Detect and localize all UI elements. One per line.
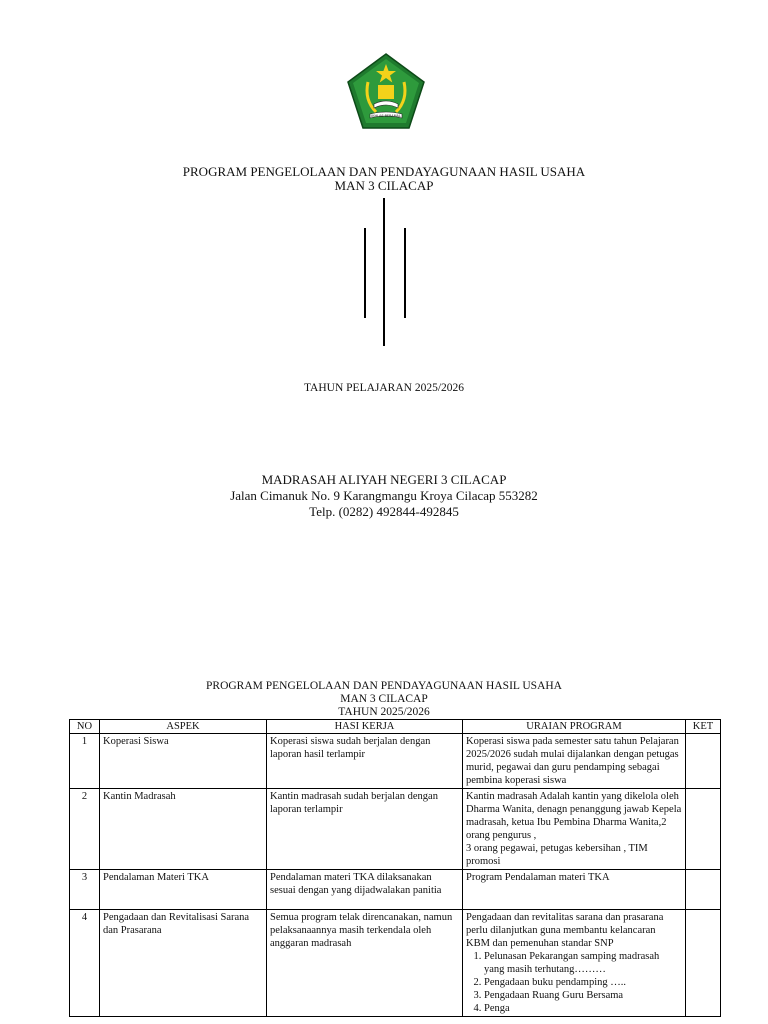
col-header-hasil: HASI KERJA <box>267 720 463 734</box>
col-header-uraian: URAIAN PROGRAM <box>463 720 686 734</box>
cell-hasil: Pendalaman materi TKA dilaksanakan sesuai dengan yang dijadwalakan panitia <box>267 870 463 910</box>
divider-line-right <box>404 228 406 318</box>
list-item: 1. Pelunasan Pekarangan samping madrasah yang masih terhutang……… <box>484 950 682 976</box>
cell-no: 1 <box>70 734 100 789</box>
table-row <box>70 870 721 910</box>
table-title-line-3: TAHUN 2025/2026 <box>338 706 430 718</box>
table-title <box>0 680 768 719</box>
institution-name: MADRASAH ALIYAH NEGERI 3 CILACAP <box>261 472 507 487</box>
uraian-extra-text: 3 orang pegawai, petugas kebersihan , TIM promosi <box>466 843 648 867</box>
cell-hasil: Koperasi siswa sudah berjalan dengan laporan hasil terlampir <box>267 734 463 789</box>
cell-ket <box>686 734 721 789</box>
cell-no: 3 <box>70 870 100 910</box>
kemenag-logo <box>346 52 426 130</box>
table-header-row <box>70 720 721 734</box>
page-title <box>0 165 768 193</box>
cell-no: 2 <box>70 789 100 870</box>
title-line-1: PROGRAM PENGELOLAAN DAN PENDAYAGUNAAN HASIL USAHA <box>182 164 586 179</box>
table-title-line-2: MAN 3 CILACAP <box>340 693 428 705</box>
school-year: TAHUN PELAJARAN 2025/2026 <box>303 382 465 394</box>
cell-ket <box>686 870 721 910</box>
title-line-2: MAN 3 CILACAP <box>334 178 434 193</box>
list-item: 2. Pengadaan buku pendamping ….. <box>484 976 682 989</box>
institution-phone: Telp. (0282) 492844-492845 <box>309 504 459 519</box>
institution-address: Jalan Cimanuk No. 9 Karangmangu Kroya Cilacap 553282 <box>230 488 538 503</box>
cell-hasil: Kantin madrasah sudah berjalan dengan laporan terlampir <box>267 789 463 870</box>
list-item: 3. Pengadaan Ruang Guru Bersama <box>484 989 682 1002</box>
cell-aspek: Kantin Madrasah <box>100 789 267 870</box>
table-row <box>70 734 721 789</box>
cell-uraian <box>463 789 686 870</box>
list-item: 4. Penga <box>484 1002 682 1015</box>
cell-aspek: Koperasi Siswa <box>100 734 267 789</box>
cell-no: 4 <box>70 910 100 1017</box>
col-header-aspek: ASPEK <box>100 720 267 734</box>
table-title-line-1: PROGRAM PENGELOLAAN DAN PENDAYAGUNAAN HASIL USAHA <box>206 680 562 692</box>
cell-ket <box>686 789 721 870</box>
uraian-text: Pengadaan dan revitalitas sarana dan prasarana perlu dilanjutkan guna membantu kelancaran KBM dan pemenuhan standar SNP <box>466 912 664 949</box>
divider-line-left <box>364 228 366 318</box>
uraian-text: Kantin madrasah Adalah kantin yang dikelola oleh Dharma Wanita, denagn penanggung jawab Kepela madrasah, ketua Ibu Pembina Dharma Wanita,2 orang pengurus , <box>466 791 682 841</box>
col-header-no: NO <box>70 720 100 734</box>
cell-hasil: Semua program telak direncanakan, namun pelaksanaannya masih terkendala oleh anggaran madrasah <box>267 910 463 1017</box>
divider-line-center <box>383 198 385 346</box>
cell-aspek: Pendalaman Materi TKA <box>100 870 267 910</box>
table-row <box>70 910 721 1017</box>
cell-aspek: Pengadaan dan Revitalisasi Sarana dan Prasarana <box>100 910 267 1017</box>
uraian-list <box>466 950 682 1015</box>
svg-text:IKHLAS BERAMAL: IKHLAS BERAMAL <box>371 114 401 118</box>
cell-uraian: Program Pendalaman materi TKA <box>463 870 686 910</box>
institution-block <box>0 472 768 520</box>
table-row <box>70 789 721 870</box>
col-header-ket: KET <box>686 720 721 734</box>
cell-ket <box>686 910 721 1017</box>
cell-uraian: Koperasi siswa pada semester satu tahun Pelajaran 2025/2026 sudah mulai dijalankan dengan petugas murid, pegawai dan guru pendamping sebagai pembina koperasi siswa <box>463 734 686 789</box>
program-table <box>69 719 721 1017</box>
cell-uraian <box>463 910 686 1017</box>
